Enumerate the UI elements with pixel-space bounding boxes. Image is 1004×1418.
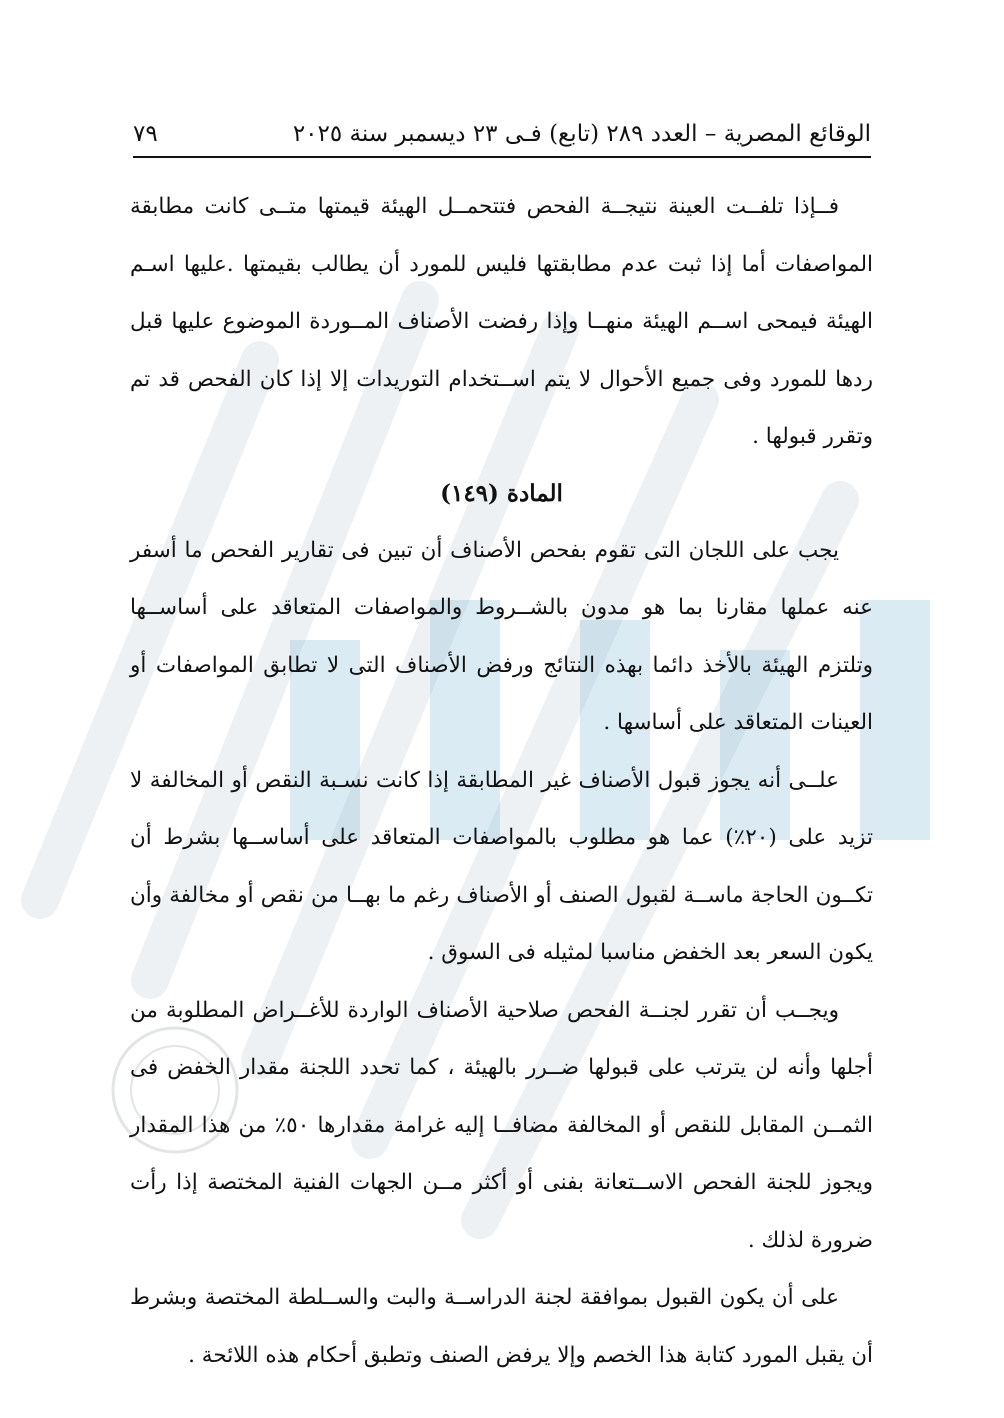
- article-paragraph: على أن يكون القبول بموافقة لجنة الدراســة والبت والســلطة المختصة وبشرط أن يقبل المورد كتابة هذا الخصم وإلا يرفض الصنف وتطبق أحكام هذه اللائحة .: [130, 1285, 873, 1368]
- header-title: الوقائع المصرية – العدد ٢٨٩ (تابع) فـى ٢٣ ديسمبر سنة ٢٠٢٥: [292, 121, 871, 147]
- article-paragraph: علــى أنه يجوز قبول الأصناف غير المطابقة إذا كانت نسـبة النقص أو المخالفة لا تزيد على (٢٠٪) عما هو مطلوب بالمواصفات المتعاقد على أساســها بشرط أن تكــون الحاجة ماســة لقبول الصنف أو الأصناف رغم ما بهــا من نقص أو مخالفة وأن يكون السعر بعد الخفض مناسبا لمثيله فى السوق .: [130, 767, 873, 965]
- page-header: [133, 112, 871, 158]
- article-title: المادة (١٤٩): [440, 479, 563, 507]
- article-paragraph: ويجــب أن تقرر لجنــة الفحص صلاحية الأصناف الواردة للأغــراض المطلوبة من أجلها وأنه لن يترتب على قبولها ضــرر بالهيئة ، كما تحدد اللجنة مقدار الخفض فى الثمــن المقابل للنقص أو المخالفة مضافــا إليه غرامة مقدارها ٥٠٪ من هذا المقدار ويجوز للجنة الفحص الاســتعانة بفنى أو أكثر مــن الجهات الفنية المختصة إذا رأت ضرورة لذلك .: [130, 997, 873, 1253]
- document-body: [130, 178, 873, 1384]
- intro-paragraph: فــإذا تلفــت العينة نتيجــة الفحص فتتحمــل الهيئة قيمتها متــى كانت مطابقة المواصفات أما إذا ثبت عدم مطابقتها فليس للمورد أن يطالب بقيمتها .عليها اسـم الهيئة فيمحى اســم الهيئة منهــا وإذا رفضت الأصناف المــوردة الموضوع عليها قبل ردها للمورد وفى جميع الأحوال لا يتم اســتخدام التوريدات إلا إذا كان الفحص قد تم وتقرر قبولها .: [130, 194, 873, 449]
- article-paragraph: يجب على اللجان التى تقوم بفحص الأصناف أن تبين فى تقارير الفحص ما أسفر عنه عملها مقارنا بما هو مدون بالشــروط والمواصفات المتعاقد على أساســها وتلتزم الهيئة بالأخذ دائما بهذه النتائج ورفض الأصناف التى لا تطابق المواصفات أو العينات المتعاقد على أساسها .: [130, 537, 873, 735]
- page-number: ٧٩: [133, 121, 158, 147]
